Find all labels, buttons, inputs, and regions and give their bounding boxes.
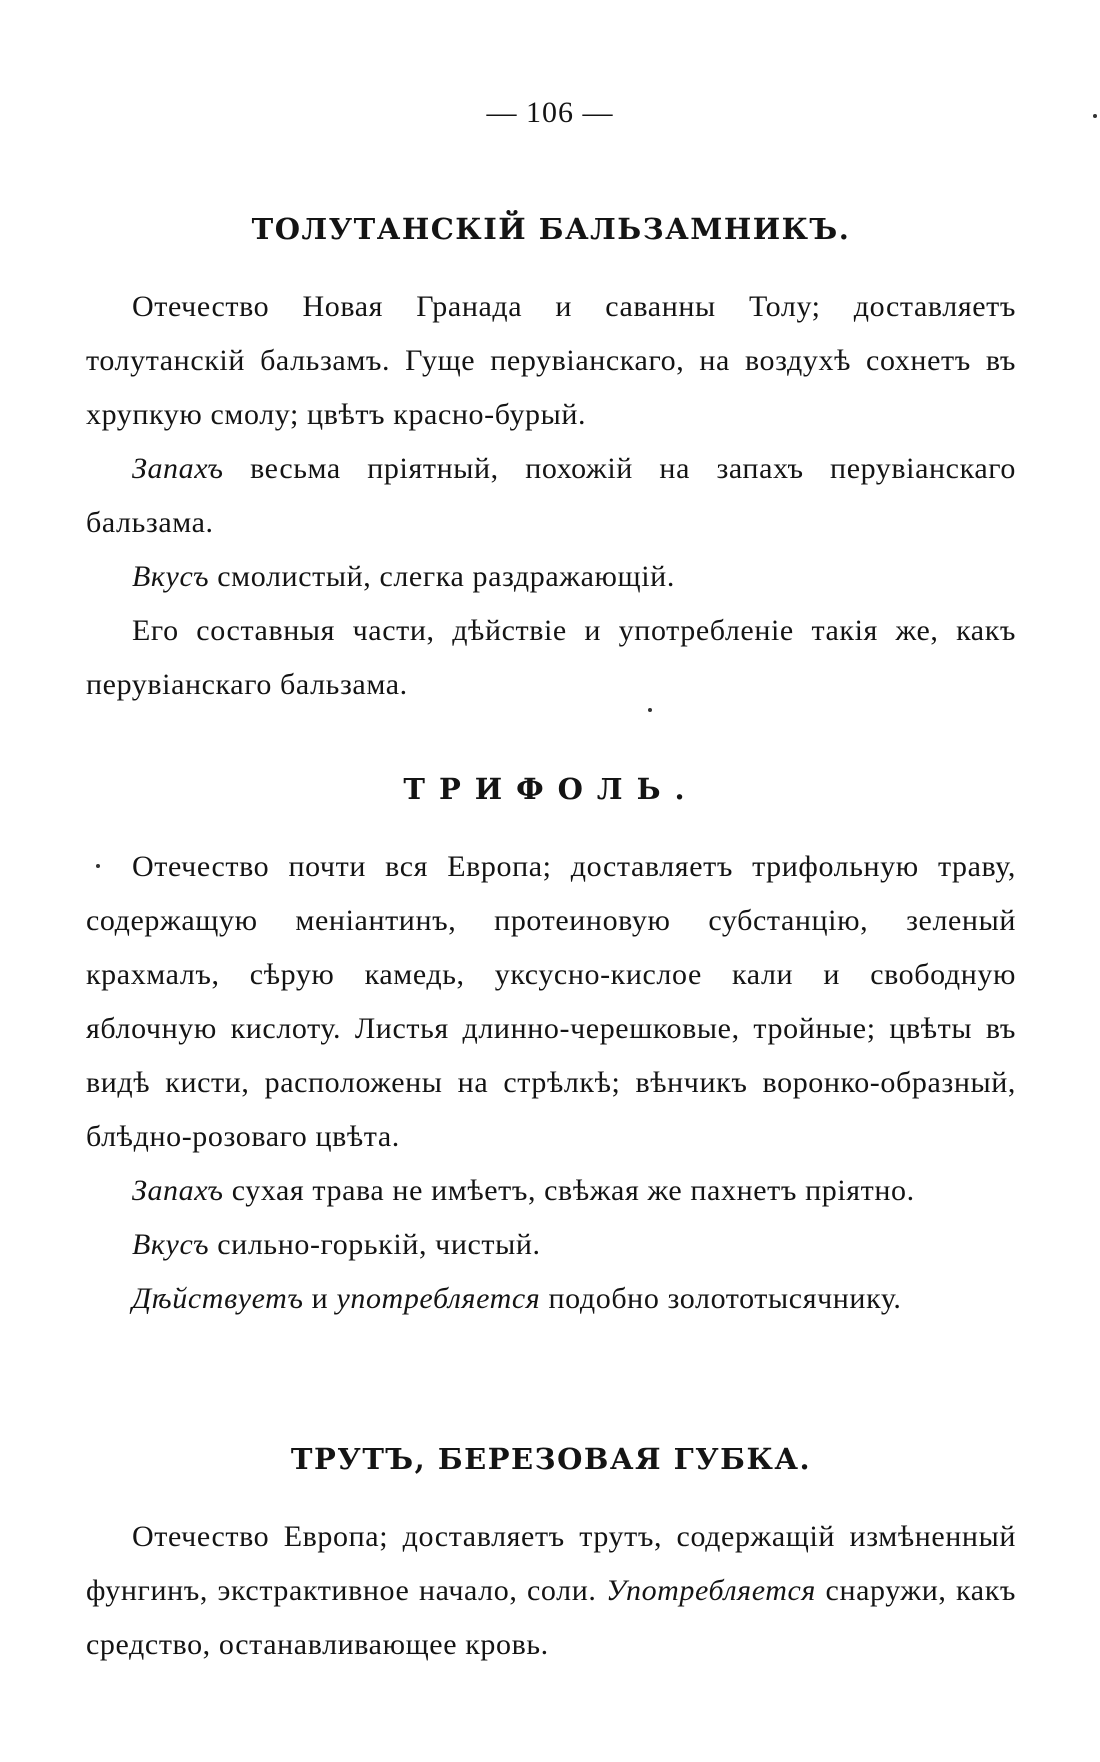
paragraph-text: Отечество Европа; доставляетъ трутъ, содержащій измѣненный фунгинъ, экстрактивное начало, соли.: [86, 1520, 1016, 1607]
paragraph-text: подобно золототысячнику.: [540, 1282, 902, 1315]
italic-term: Дѣйствуетъ: [132, 1282, 304, 1315]
paragraph-text: сухая трава не имѣетъ, свѣжая же пахнетъ пріятно.: [223, 1174, 915, 1207]
italic-term: Вкусъ: [132, 1228, 210, 1261]
section-heading: ТОЛУТАНСКІЙ БАЛЬЗАМНИКЪ.: [251, 212, 851, 246]
paragraph: [86, 550, 1016, 604]
print-speck: [1093, 114, 1097, 118]
section-heading: ТРИФОЛЬ.: [403, 772, 699, 806]
section-tolu-balsam: [86, 212, 1016, 712]
paragraph: [86, 840, 1016, 1164]
section-trifol: [86, 772, 1016, 1326]
section-tinder-fungus: [86, 1442, 1016, 1672]
italic-term: Употребляется: [606, 1574, 816, 1607]
paragraph-text: смолистый, слегка раздражающій.: [209, 560, 675, 593]
paragraph-text: и: [303, 1282, 337, 1315]
paragraph-text: Отечество Новая Гранада и саванны Толу; доставляетъ толутанскій бальзамъ. Гуще перувіанскаго, на воздухѣ сохнетъ въ хрупкую смолу; цвѣтъ красно-бурый.: [86, 290, 1016, 431]
italic-term: Запахъ: [132, 452, 224, 485]
paragraph-text: весьма пріятный, похожій на запахъ перувіанскаго бальзама.: [86, 452, 1016, 539]
paragraph-text: Отечество почти вся Европа; доставляетъ трифольную траву, содержащую меніантинъ, протеиновую субстанцію, зеленый крахмалъ, сѣрую камедь, уксусно-кислое кали и свободную яблочную кислоту. Листья длинно-черешковые, тройные; цвѣты въ видѣ кисти, расположены на стрѣлкѣ; вѣнчикъ воронко-образный, блѣдно-розоваго цвѣта.: [86, 850, 1016, 1153]
italic-term: Запахъ: [132, 1174, 224, 1207]
paragraph: [86, 442, 1016, 550]
paragraph-text: сильно-горькій, чистый.: [209, 1228, 541, 1261]
paragraph: [86, 1510, 1016, 1672]
paragraph-text: Его составныя части, дѣйствіе и употребленіе такія же, какъ перувіанскаго бальзама.: [86, 614, 1016, 701]
section-heading: ТРУТЪ, БЕРЕЗОВАЯ ГУБКА.: [290, 1442, 812, 1476]
paragraph: [86, 280, 1016, 442]
print-speck: [648, 708, 652, 712]
page-number: — 106 —: [486, 96, 614, 129]
paragraph-text: снаружи, какъ средство, останавливающее кровь.: [86, 1574, 1016, 1661]
italic-term: Вкусъ: [132, 560, 210, 593]
paragraph: [86, 604, 1016, 712]
print-speck: [96, 864, 100, 868]
paragraph: [86, 1218, 1016, 1272]
paragraph: [86, 1164, 1016, 1218]
paragraph: [86, 1272, 1016, 1326]
italic-term: употребляется: [336, 1282, 541, 1315]
